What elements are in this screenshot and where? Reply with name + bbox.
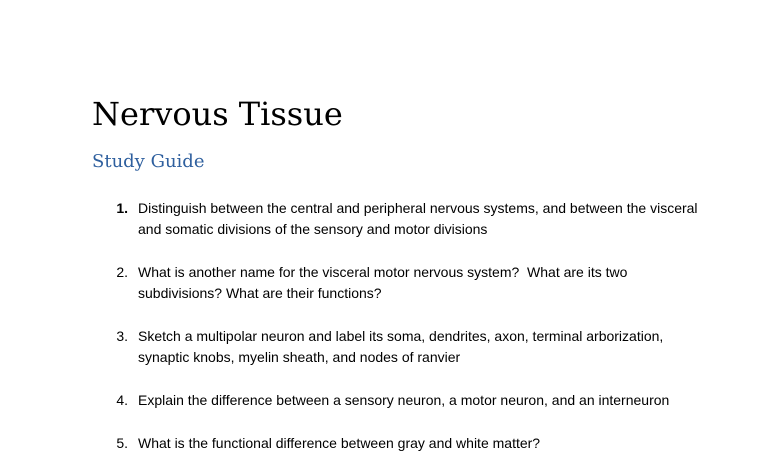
question-number: 1. bbox=[116, 200, 128, 216]
question-item bbox=[0, 326, 784, 368]
question-number: 3. bbox=[116, 328, 128, 344]
question-text: Explain the difference between a sensory neuron, a motor neuron, and an interneuron bbox=[138, 392, 670, 408]
question-list bbox=[0, 198, 784, 476]
question-text: What is the functional difference between gray and white matter? bbox=[138, 435, 541, 451]
question-item bbox=[0, 262, 784, 304]
question-number: 2. bbox=[116, 264, 128, 280]
question-text: Distinguish between the central and peripheral nervous systems, and between the visceral and somatic divisions of the sensory and motor divisions bbox=[138, 200, 702, 237]
question-text: Sketch a multipolar neuron and label its soma, dendrites, axon, terminal arborization, synaptic knobs, myelin sheath, and nodes of ranvier bbox=[138, 328, 668, 365]
question-item bbox=[0, 198, 784, 240]
question-number: 4. bbox=[116, 392, 128, 408]
question-item bbox=[0, 433, 784, 454]
page-subtitle: Study Guide bbox=[92, 151, 205, 172]
question-number: 5. bbox=[116, 435, 128, 451]
question-text: What is another name for the visceral motor nervous system? What are its two subdivisions? What are their functions? bbox=[138, 264, 632, 301]
question-item bbox=[0, 390, 784, 411]
page-title: Nervous Tissue bbox=[92, 95, 343, 133]
